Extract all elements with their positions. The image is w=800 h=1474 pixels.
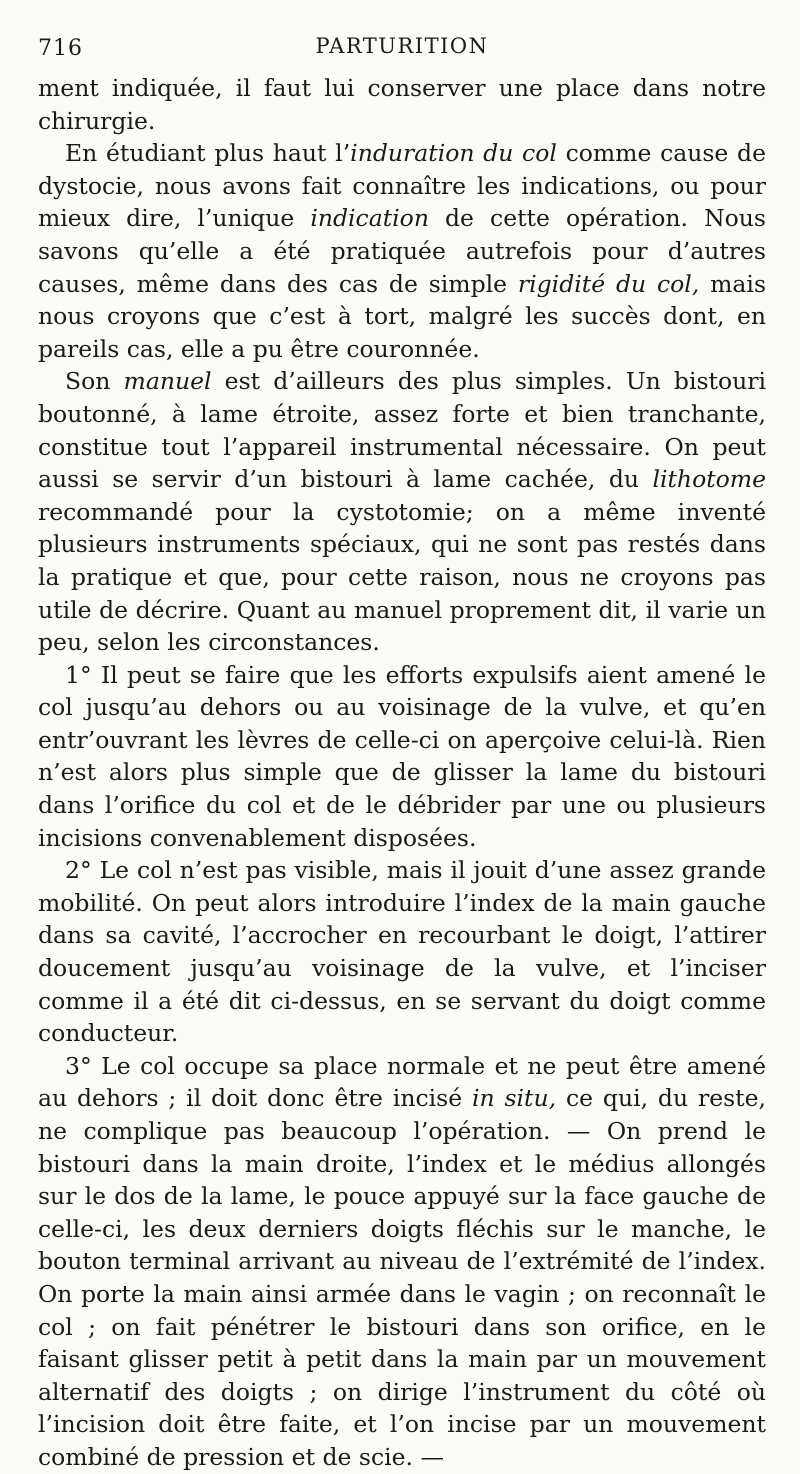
text-run: recommandé pour la cystotomie; on a même inventé plusieurs instruments spéciaux, qui ne sont pas restés dans la pratique et que, pour cette raison, nous ne croyons pas utile de décrire. Quant au manuel proprement dit, il varie un peu, selon les circonstances.: [38, 497, 766, 657]
text-run: En étudiant plus haut l’: [65, 139, 351, 168]
paragraph: [38, 854, 766, 1050]
text-run: comme cause de dystocie, nous avons fait connaître les indications, ou pour mieux dire, l’unique: [38, 139, 766, 233]
text-run: est d’ailleurs des plus simples. Un bistouri boutonné, à lame étroite, assez forte et bien tranchante, constitue tout l’appareil instrumental nécessaire. On peut aussi se servir d’un bistouri à lame cachée, du: [38, 367, 766, 494]
running-title: PARTURITION: [315, 34, 489, 58]
text-run: 1° Il peut se faire que les efforts expulsifs aient amené le col jusqu’au dehors ou au voisinage de la vulve, et qu’en entr’ouvrant les lèvres de celle-ci on aperçoive celui-là. Rien n’est alors plus simple que de glisser la lame du bistouri dans l’orifice du col et de le débrider par une ou plusieurs incisions convenablement disposées.: [38, 660, 766, 852]
text-run: de cette opération. Nous savons qu’elle a été pratiquée autrefois pour d’autres causes, même dans des cas de simple: [38, 204, 766, 298]
italic-text: rigidité du col,: [517, 269, 700, 298]
italic-text: lithotome: [652, 465, 766, 494]
paragraph: [38, 72, 766, 137]
page-number: 716: [38, 36, 83, 61]
text-run: 3° Le col occupe sa place normale et ne peut être amené au dehors ; il doit donc être incisé: [38, 1051, 766, 1113]
page-header: [38, 28, 766, 72]
italic-text: in situ,: [471, 1084, 557, 1113]
italic-text: indication: [310, 204, 429, 233]
body-text: [38, 72, 766, 1474]
text-run: mais nous croyons que c’est à tort, malgré les succès dont, en pareils cas, elle a pu être couronnée.: [38, 269, 766, 363]
italic-text: induration du col: [350, 139, 557, 168]
paragraph: [38, 1050, 766, 1474]
text-run: ment indiquée, il faut lui conserver une place dans notre chirurgie.: [38, 74, 766, 135]
italic-text: manuel: [123, 367, 212, 396]
paragraph: [38, 365, 766, 658]
paragraph: [38, 137, 766, 365]
text-run: 2° Le col n’est pas visible, mais il jouit d’une assez grande mobilité. On peut alors introduire l’index de la main gauche dans sa cavité, l’accrocher en recourbant le doigt, l’attirer doucement jusqu’au voisinage de la vulve, et l’inciser comme il a été dit ci-dessus, en se servant du doigt comme conducteur.: [38, 856, 766, 1048]
text-run: Son: [65, 367, 124, 396]
text-run: ce qui, du reste, ne complique pas beaucoup l’opération. — On prend le bistouri dans la main droite, l’index et le médius allongés sur le dos de la lame, le pouce appuyé sur la face gauche de celle-ci, les deux derniers doigts fléchis sur le manche, le bouton terminal arrivant au niveau de l’extrémité de l’index. On porte la main ainsi armée dans le vagin ; on reconnaît le col ; on fait pénétrer le bistouri dans son orifice, en le faisant glisser petit à petit dans la main par un mouvement alternatif des doigts ; on dirige l’instrument du côté où l’incision doit être faite, et l’on incise par un mouvement combiné de pression et de scie. —: [38, 1084, 766, 1471]
paragraph: [38, 659, 766, 855]
